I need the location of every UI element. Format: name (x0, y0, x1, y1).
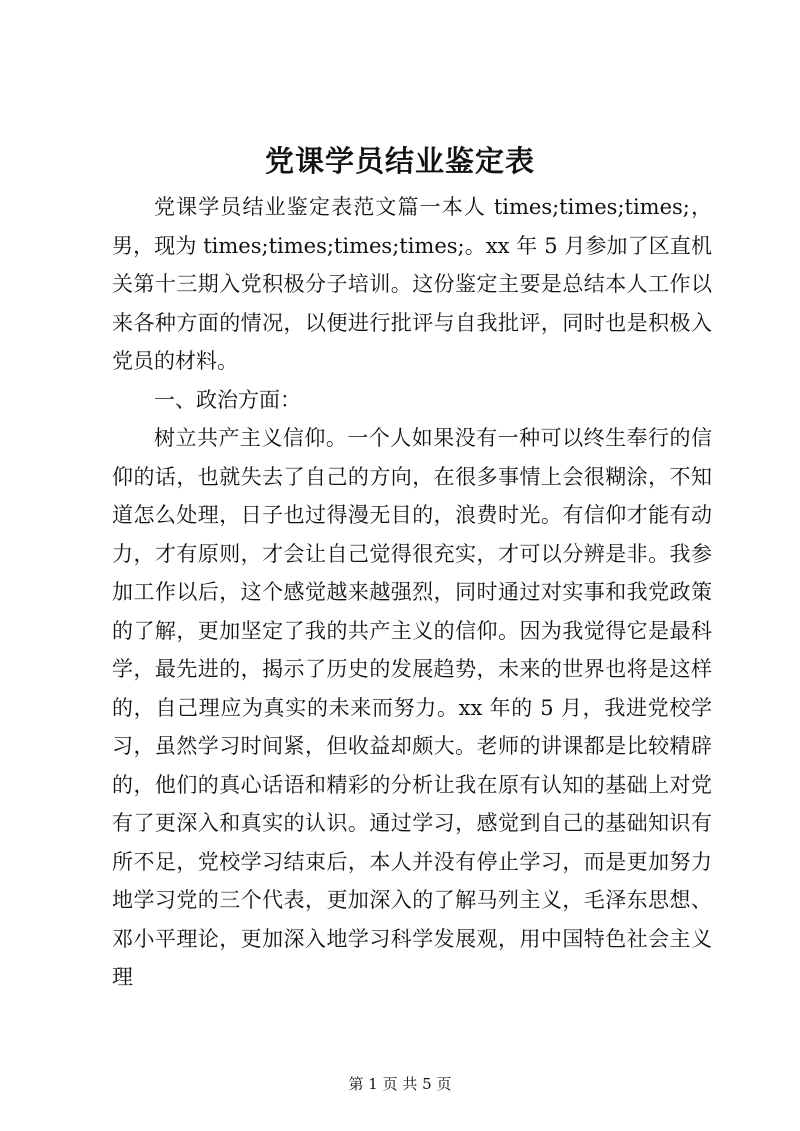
page-number-footer: 第 1 页 共 5 页 (348, 1075, 452, 1093)
section-heading-politics: 一、政治方面： (154, 387, 301, 412)
document-title: 党课学员结业鉴定表 (264, 144, 535, 178)
document-body (112, 188, 712, 997)
paragraph-politics: 树立共产主义信仰。一个人如果没有一种可以终生奉行的信仰的话，也就失去了自己的方向，在很多事情上会很糊涂，不知道怎么处理，日子也过得漫无目的，浪费时光。有信仰才能有动力，才有原则，才会让自己觉得很充实，才可以分辨是非。我参加工作以后，这个感觉越来越强烈，同时通过对实事和我党政策的了解，更加坚定了我的共产主义的信仰。因为我觉得它是最科学，最先进的，揭示了历史的发展趋势，未来的世界也将是这样的，自己理应为真实的未来而努力。xx 年的 5 月，我进党校学习，虽然学习时间紧，但收益却颇大。老师的讲课都是比较精辟的，他们的真心话语和精彩的分析让我在原有认知的基础上对党有了更深入和真实的认识。通过学习，感觉到自己的基础知识有所不足，党校学习结束后，本人并没有停止学习，而是更加努力地学习党的三个代表，更加深入的了解马列主义，毛泽东思想、邓小平理论，更加深入地学习科学发展观，用中国特色社会主义理 (112, 426, 712, 989)
paragraph-intro: 党课学员结业鉴定表范文篇一本人 times;times;times;，男，现为 times;times;times;times;。xx 年 5 月参加了区直机关第十三期入党积极分子培训。这份鉴定主要是总结本人工作以来各种方面的情况，以便进行批评与自我批评，同时也是积极入党员的材料。 (112, 195, 712, 373)
